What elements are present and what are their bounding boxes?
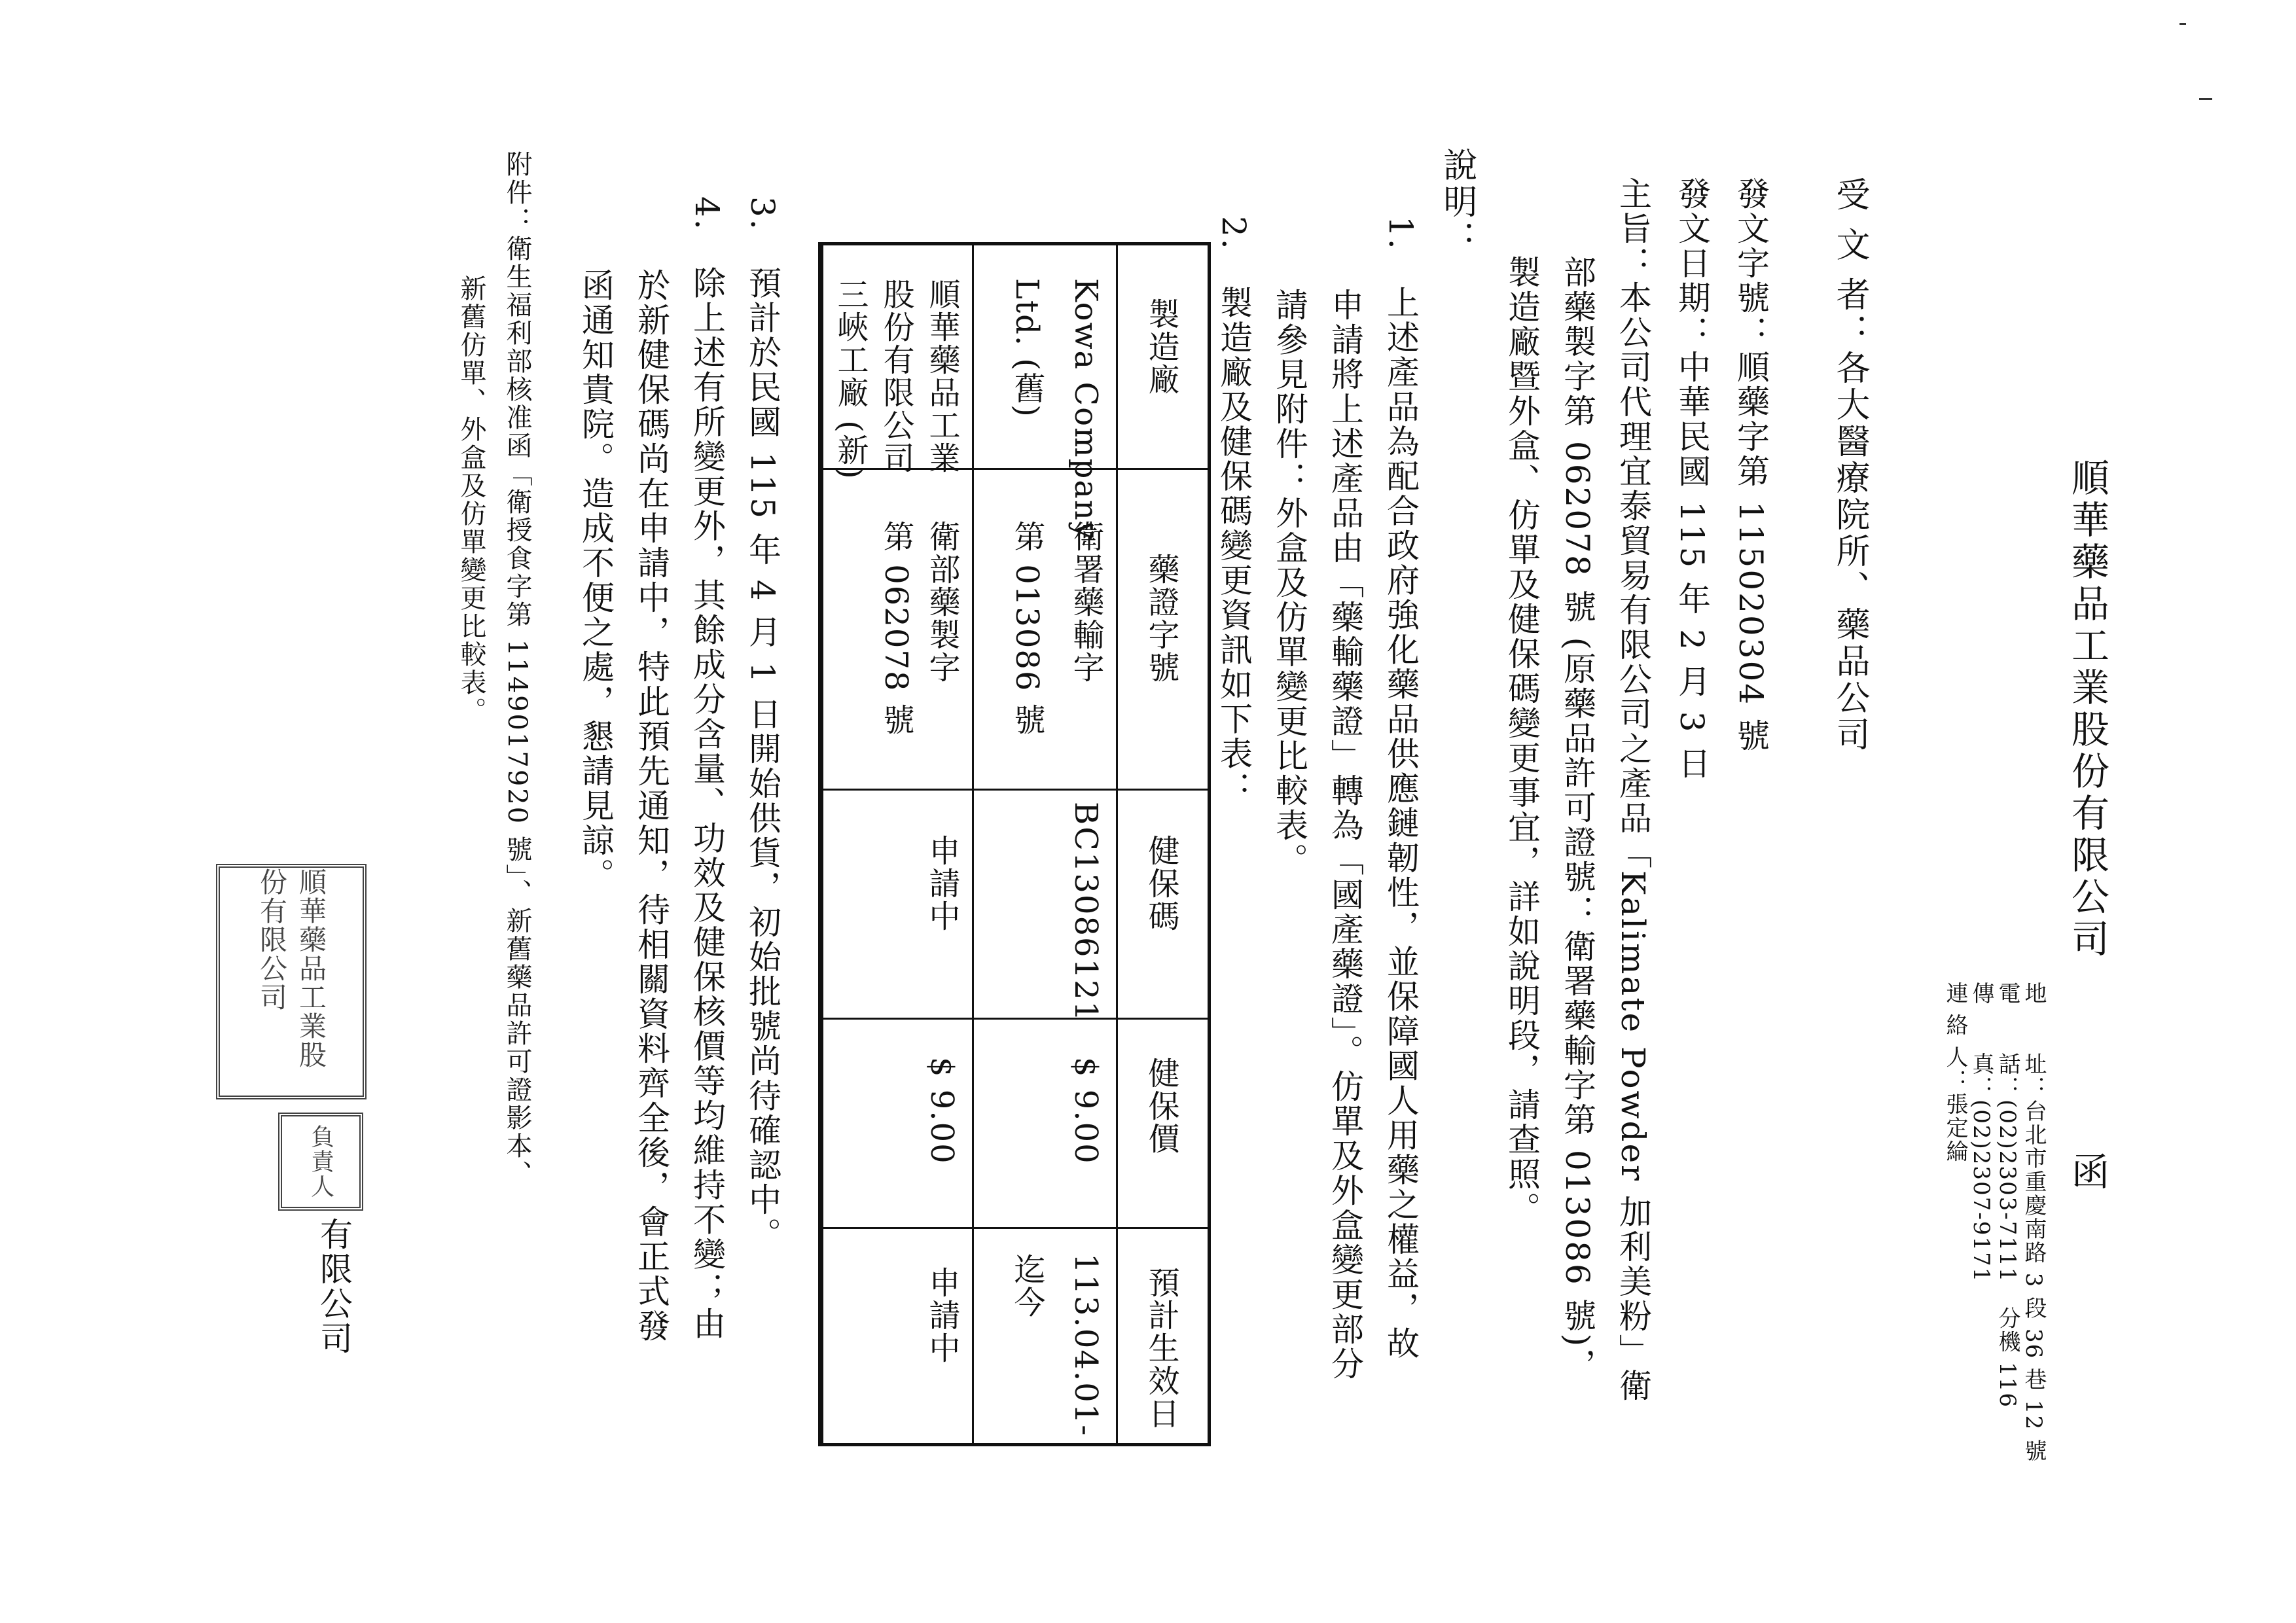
company-phone: 電 話：(02)2303-7111 分機 116 <box>1994 982 2020 1409</box>
annex-line-2: 新舊仿單、外盒及仿單變更比較表。 <box>456 275 486 725</box>
document-number: 發文字號：順藥字第 115020304 號 <box>1732 177 1770 754</box>
company-seal: 順華藥品工業股份有限公司 <box>216 864 367 1099</box>
subject-line-2: 部藥製字第 062078 號 (原藥品許可證號：衛署藥輸字第 013086 號)， <box>1558 255 1596 1383</box>
explanation-item-4-line-1: 4. 除上述有所變更外，其餘成分含量、功效及健保核價等均維持不變；由 <box>688 196 726 1342</box>
explanation-heading: 說明： <box>1437 147 1477 257</box>
old-maker-line-2: Ltd. (舊) <box>1009 278 1045 418</box>
table-header-nhi-code: 健保碼 <box>1143 834 1179 933</box>
representative-seal: 負責人 <box>278 1113 363 1211</box>
new-nhi-code: 申請中 <box>924 834 960 933</box>
old-license-line-2: 第 013086 號 <box>1009 520 1045 736</box>
table-header-maker: 製造廠 <box>1143 298 1179 396</box>
document-date: 發文日期：中華民國 115 年 2 月 3 日 <box>1673 177 1711 781</box>
explanation-item-4-line-2: 於新健保碼尚在申請中，特此預先通知，待相關資料齊全後，會正式發 <box>632 268 670 1344</box>
old-maker-line-1: Kowa Company <box>1067 278 1104 541</box>
subject-line-1: 主旨：本公司代理宜泰貿易有限公司之產品「Kalimate Powder 加利美粉」衛 <box>1614 177 1652 1403</box>
company-contact: 連 絡 人：張定綸 <box>1942 982 1968 1164</box>
new-effective-date: 申請中 <box>924 1266 960 1364</box>
company-address: 地 址：台北市重慶南路 3 段 36 巷 12 號 <box>2020 982 2047 1463</box>
subject-line-3: 製造廠暨外盒、仿單及健保碼變更事宜，詳如說明段，請查照。 <box>1503 255 1541 1226</box>
new-maker-line-2: 股份有限公司 <box>878 278 914 474</box>
old-effective-line-1: 113.04.01- <box>1067 1253 1104 1437</box>
explanation-item-3: 3. 預計於民國 115 年 4 月 1 日開始供貨，初始批號尚待確認中。 <box>744 196 781 1253</box>
table-header-price: 健保價 <box>1143 1057 1179 1155</box>
explanation-item-1-line-1: 1. 上述產品為配合政府強化藥品供應鏈韌性，並保障國人用藥之權益，故 <box>1382 216 1420 1361</box>
table-header-license: 藥證字號 <box>1143 553 1179 684</box>
new-maker-line-1: 順華藥品工業 <box>924 278 960 474</box>
old-price: $ 9.00 <box>1067 1057 1104 1165</box>
recipient: 受 文 者：各大醫療院所、藥品公司 <box>1830 177 1869 754</box>
company-title: 順華藥品工業股份有限公司 <box>2065 458 2109 961</box>
signature-company-suffix: 有限公司 <box>315 1217 353 1356</box>
new-price: $ 9.00 <box>924 1057 960 1165</box>
document-type: 函 <box>2065 1152 2109 1194</box>
scan-mark-1 <box>2179 23 2186 25</box>
explanation-item-4-line-3: 函通知貴院。造成不便之處，懇請見諒。 <box>577 268 615 893</box>
explanation-item-2: 2. 製造廠及健保碼變更資訊如下表： <box>1215 216 1253 806</box>
annex-line-1: 附件：衛生福利部核准函「衛授食字第 1149017920 號」、新舊藥品許可證影本、 <box>502 151 532 1188</box>
company-fax: 傳 真：(02)2307-9171 <box>1968 982 1994 1283</box>
old-license-line-1: 衛署藥輸字 <box>1067 520 1104 684</box>
explanation-item-1-line-3: 請參見附件：外盒及仿單變更比較表。 <box>1270 288 1308 878</box>
change-table <box>818 242 1211 1446</box>
old-nhi-code: BC13086121 <box>1067 802 1104 1023</box>
scan-mark-2 <box>2199 98 2212 100</box>
new-license-line-2: 第 062078 號 <box>878 520 914 736</box>
new-maker-line-3: 三峽工廠 (新) <box>832 278 869 480</box>
old-effective-line-2: 迄今 <box>1009 1253 1045 1319</box>
new-license-line-1: 衛部藥製字 <box>924 520 960 684</box>
explanation-item-1-line-2: 申請將上述產品由「藥輸藥證」轉為「國產藥證」。仿單及外盒變更部分 <box>1326 288 1364 1382</box>
table-header-effective-date: 預計生效日 <box>1143 1266 1179 1430</box>
